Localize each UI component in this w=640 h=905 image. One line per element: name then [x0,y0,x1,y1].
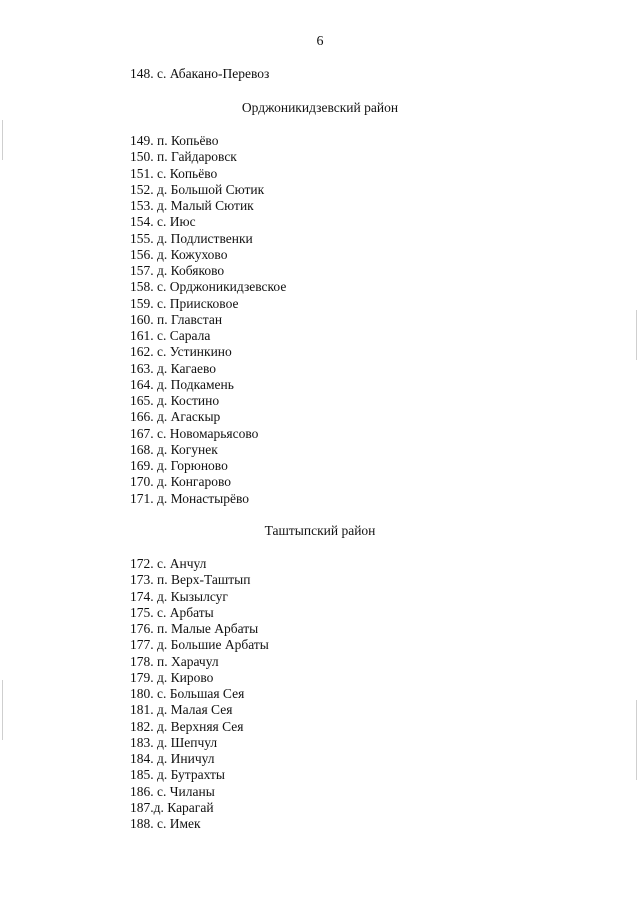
settlement-list-tashtypsky [130,556,269,832]
scan-edge-mark [2,680,3,740]
list-item: 182. д. Верхняя Сея [130,718,244,734]
list-item: 162. с. Устинкино [130,344,232,360]
list-item: 179. д. Кирово [130,669,214,685]
scan-edge-mark [636,310,637,360]
section-heading-ordzhonikidzevsky: Орджоникидзевский район [241,100,399,115]
list-item: 151. с. Копьёво [130,165,218,181]
list-item: 181. д. Малая Сея [130,702,233,718]
list-item: 169. д. Горюново [130,458,228,473]
list-item: 175. с. Арбаты [130,604,214,620]
list-item: 185. д. Бутрахты [130,767,225,783]
list-item: 159. с. Приисковое [130,295,239,311]
list-item: 184. д. Иничул [130,751,215,766]
list-item: 186. с. Чиланы [130,783,215,799]
list-item: 165. д. Костино [130,393,220,408]
list-item: 167. с. Новомарьясово [130,425,259,441]
section-heading-tashtypsky: Таштыпский район [264,523,376,538]
list-item: 156. д. Кожухово [130,246,228,262]
list-item: 178. п. Харачул [130,653,219,669]
list-item: 176. п. Малые Арбаты [130,621,259,636]
page-number: 6 [316,34,324,49]
list-item: 173. п. Верх-Таштып [130,572,251,588]
list-item: 171. д. Монастырёво [130,490,249,506]
list-item: 154. с. Июс [130,214,196,230]
list-item: 188. с. Имек [130,816,201,831]
list-item: 187.д. Карагай [130,799,214,815]
list-item: 183. д. Шепчул [130,734,218,750]
list-item: 157. д. Кобяково [130,263,225,278]
list-item: 166. д. Агаскыр [130,409,221,425]
scan-edge-mark [2,120,3,160]
list-item: 164. д. Подкамень [130,376,234,392]
list-item: 150. п. Гайдаровск [130,149,237,165]
list-item: 155. д. Подлиственки [130,230,253,246]
list-item: 168. д. Когунек [130,441,218,457]
list-item: 174. д. Кызылсуг [130,588,228,604]
list-item: 152. д. Большой Сютик [130,181,265,197]
list-item: 158. с. Орджоникидзевское [130,279,287,295]
list-item: 163. д. Кагаево [130,360,216,376]
list-item: 148. с. Абакано-Перевоз [130,66,270,81]
settlement-list-ordzhonikidzevsky [130,133,286,507]
scan-edge-mark [636,700,637,780]
list-item: 180. с. Большая Сея [130,686,245,701]
list-item: 170. д. Конгарово [130,474,231,490]
list-item: 172. с. Анчул [130,556,207,571]
list-item: 153. д. Малый Сютик [130,198,254,213]
list-item: 149. п. Копьёво [130,133,219,148]
list-item: 161. с. Сарала [130,328,211,343]
list-item: 160. п. Главстан [130,311,223,327]
list-item: 177. д. Большие Арбаты [130,637,269,653]
